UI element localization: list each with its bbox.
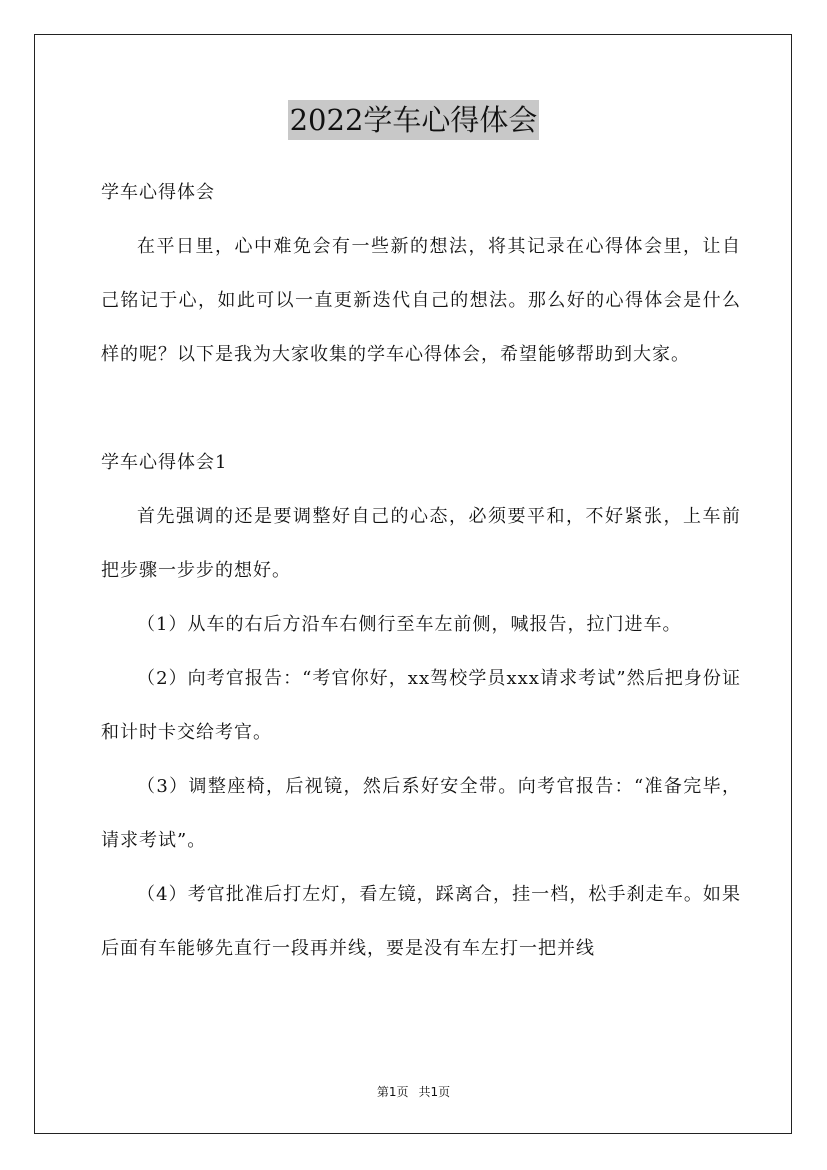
section1-heading: 学车心得体会1 [101,452,228,473]
intro-heading: 学车心得体会 [101,182,215,203]
title-container [0,100,827,140]
section1-step-2: （2）向考官报告：“考官你好，xx驾校学员xxx请求考试”然后把身份证和计时卡交给考官。 [101,668,741,743]
section1-step-3: （3）调整座椅，后视镜，然后系好安全带。向考官报告：“准备完毕，请求考试”。 [101,776,741,851]
page-number-current: 第1页 [376,1085,409,1099]
section-spacer [101,382,741,436]
document-body [101,166,741,976]
intro-paragraph: 在平日里，心中难免会有一些新的想法，将其记录在心得体会里，让自己铭记于心，如此可以一直更新迭代自己的想法。那么好的心得体会是什么样的呢？以下是我为大家收集的学车心得体会，希望能够帮助到大家。 [101,236,741,365]
page-footer [0,1083,827,1100]
page-number-total: 共1页 [418,1085,451,1099]
section1-step-1: （1）从车的右后方沿车右侧行至车左前侧，喊报告，拉门进车。 [137,614,682,635]
document-title: 2022学车心得体会 [288,100,540,140]
section1-paragraph: 首先强调的还是要调整好自己的心态，必须要平和，不好紧张，上车前把步骤一步步的想好。 [101,506,741,581]
section1-step-4: （4）考官批准后打左灯，看左镜，踩离合，挂一档，松手刹走车。如果后面有车能够先直行一段再并线，要是没有车左打一把并线 [101,884,741,959]
